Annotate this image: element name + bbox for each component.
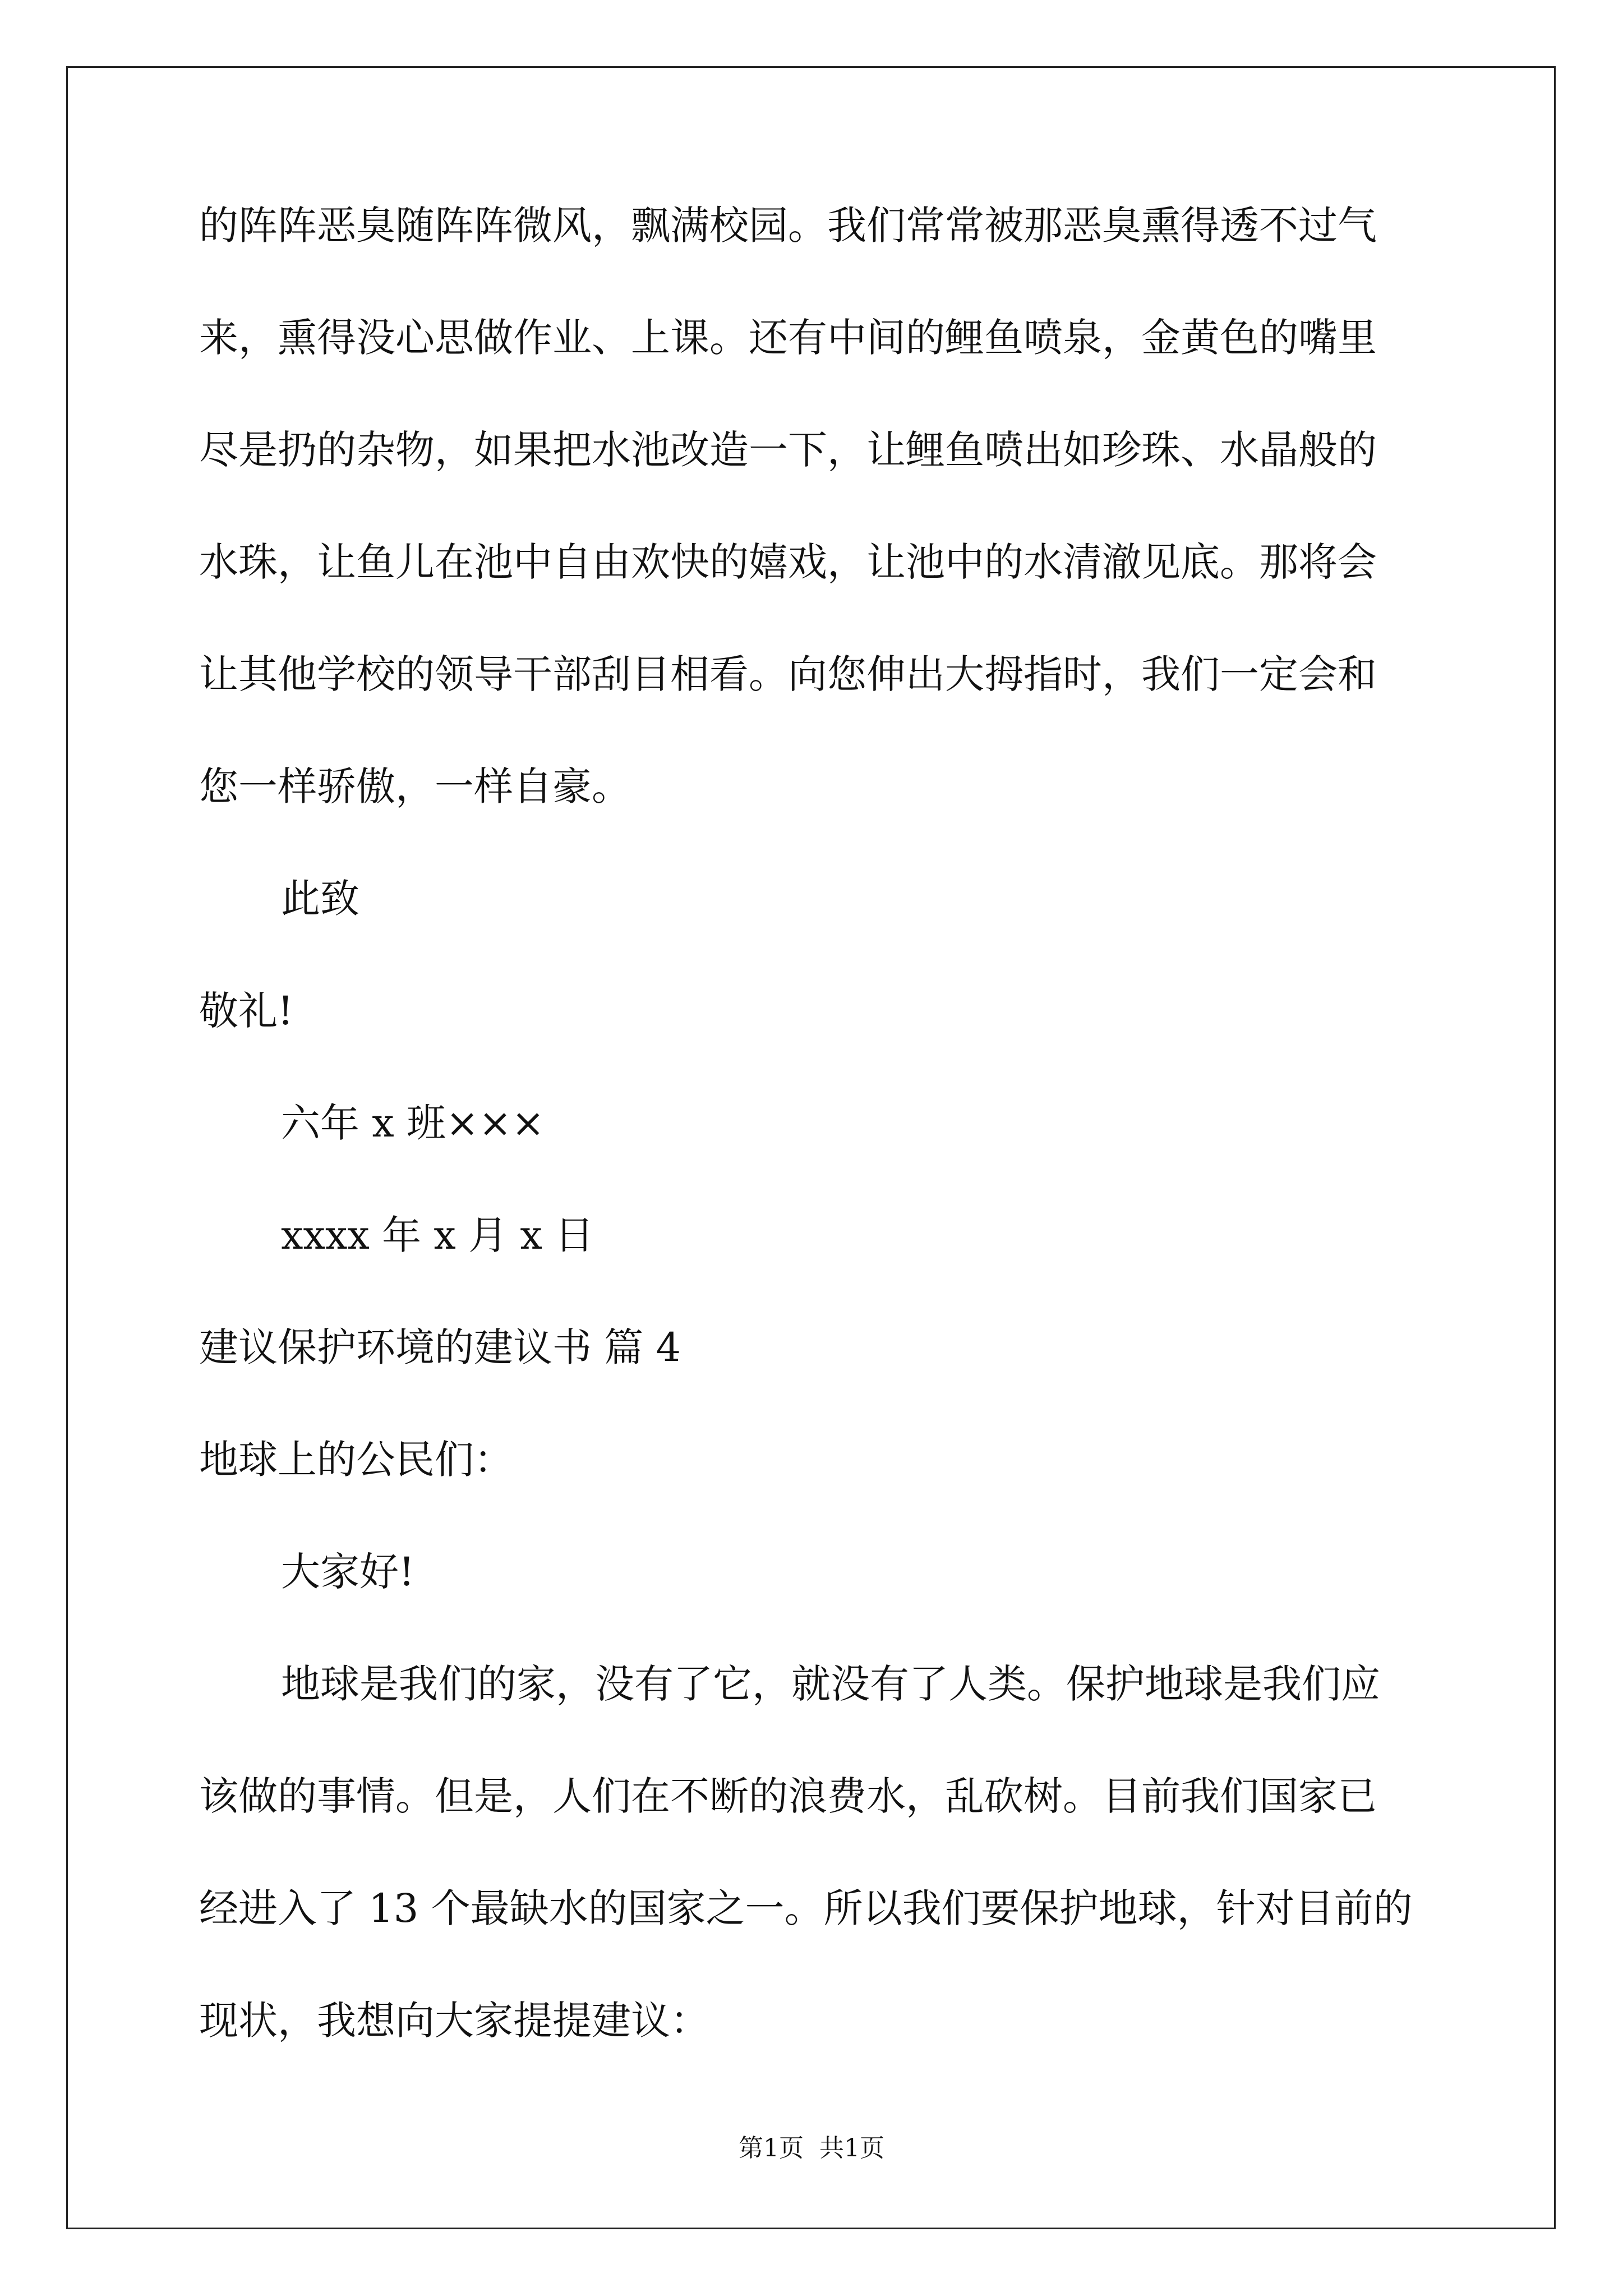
paragraph-line: 地球是我们的家，没有了它，就没有了人类。保护地球是我们应 — [281, 1661, 1380, 1707]
greeting: 大家好! — [281, 1549, 415, 1595]
paragraph-line: 让其他学校的领导干部刮目相看。向您伸出大拇指时，我们一定会和 — [199, 651, 1377, 697]
paragraph-line: 现状，我想向大家提提建议： — [199, 1998, 709, 2044]
page-footer — [0, 2132, 1623, 2165]
paragraph-line: 来，熏得没心思做作业、上课。还有中间的鲤鱼喷泉，金黄色的嘴里 — [199, 315, 1377, 361]
paragraph-line: 该做的事情。但是，人们在不断的浪费水，乱砍树。目前我们国家已 — [199, 1773, 1377, 1819]
greeting-addressee: 地球上的公民们： — [199, 1437, 513, 1483]
page-number: 第1页 — [739, 2134, 804, 2162]
paragraph-line: 的阵阵恶臭随阵阵微风，飘满校园。我们常常被那恶臭熏得透不过气 — [199, 203, 1377, 249]
paragraph-line: 尽是扔的杂物，如果把水池改造一下，让鲤鱼喷出如珍珠、水晶般的 — [199, 427, 1377, 473]
date-line: xxxx 年 x 月 x 日 — [281, 1212, 594, 1258]
section-heading: 建议保护环境的建议书 篇 4 — [199, 1324, 681, 1370]
closing-regards: 敬礼! — [199, 988, 294, 1034]
signature: 六年 x 班××× — [281, 1100, 545, 1146]
paragraph-line: 您一样骄傲，一样自豪。 — [199, 763, 631, 809]
paragraph-line: 经进入了 13 个最缺水的国家之一。所以我们要保护地球，针对目前的 — [199, 1885, 1413, 1931]
paragraph-line: 水珠，让鱼儿在池中自由欢快的嬉戏，让池中的水清澈见底。那将会 — [199, 539, 1377, 585]
closing-salutation: 此致 — [281, 876, 359, 922]
page-total: 共1页 — [819, 2134, 884, 2162]
